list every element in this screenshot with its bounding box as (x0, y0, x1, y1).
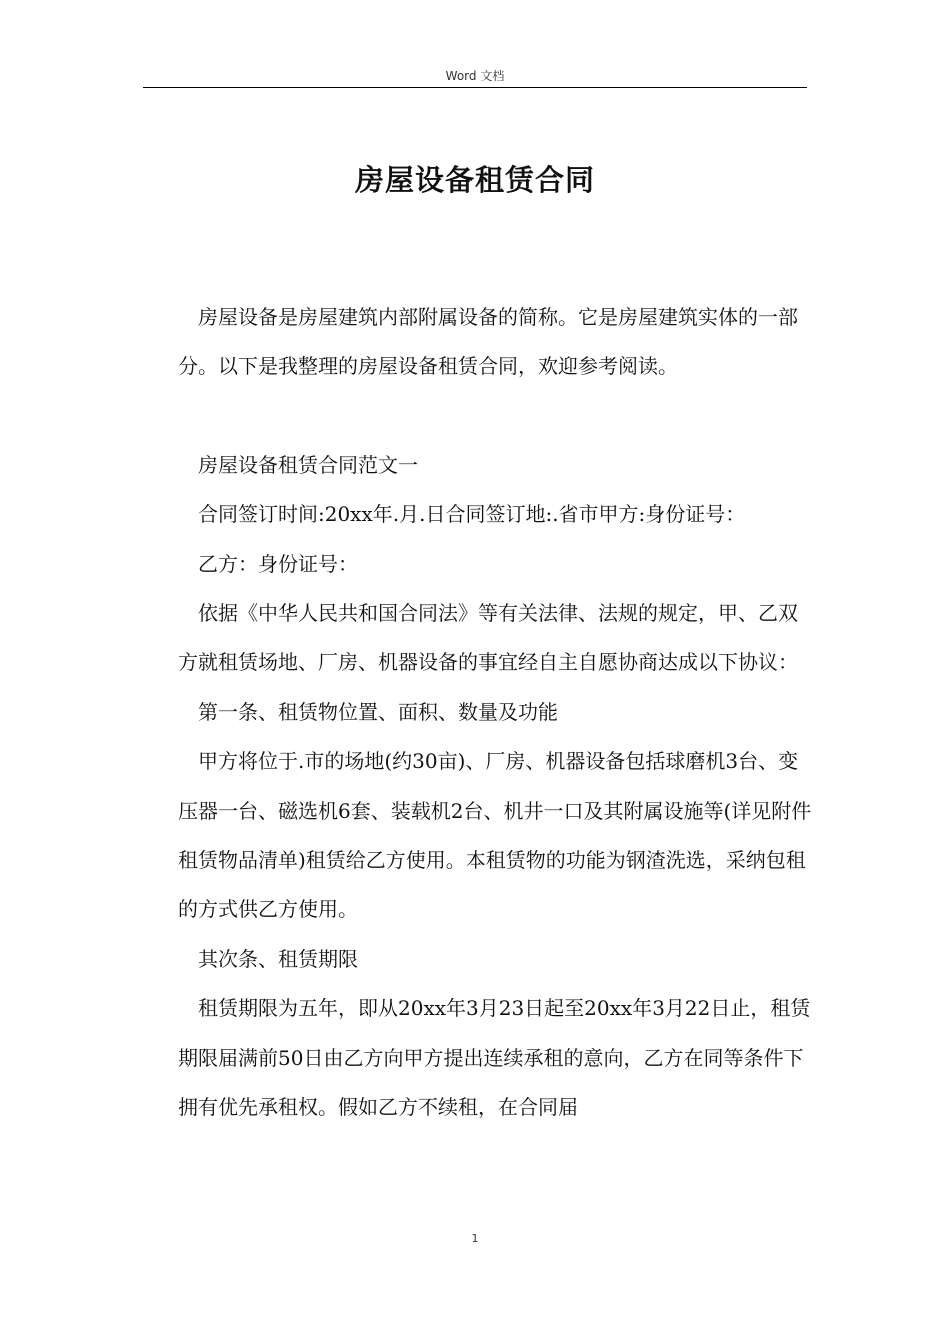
party-b-paragraph: 乙方：身份证号： (198, 551, 358, 576)
article-two-heading: 其次条、租赁期限 (198, 946, 358, 971)
document-body (178, 293, 812, 1133)
document-title: 房屋设备租赁合同 (354, 163, 595, 197)
header-divider (143, 87, 807, 88)
article-one-paragraph: 甲方将位于.市的场地(约30亩)、厂房、机器设备包括球磨机3台、变压器一台、磁选机6套、装载机2台、机井一口及其附属设施等(详见附件租赁物品清单)租赁给乙方使用。本租赁物的功能为钢渣洗选，采纳包租的方式供乙方使用。 (178, 749, 812, 922)
page-number: 1 (471, 1232, 479, 1245)
article-two-paragraph: 租赁期限为五年，即从20xx年3月23日起至20xx年3月22日止，租赁期限届满前50日由乙方向甲方提出连续承租的意向，乙方在同等条件下拥有优先承租权。假如乙方不续租，在合同届 (178, 996, 811, 1120)
sample-heading: 房屋设备租赁合同范文一 (198, 452, 418, 477)
legal-basis-paragraph: 依据《中华人民共和国合同法》等有关法律、法规的规定，甲、乙双方就租赁场地、厂房、机器设备的事宜经自主自愿协商达成以下协议： (178, 601, 798, 675)
article-one-heading: 第一条、租赁物位置、面积、数量及功能 (198, 699, 558, 724)
intro-paragraph: 房屋设备是房屋建筑内部附属设备的简称。它是房屋建筑实体的一部分。以下是我整理的房屋设备租赁合同，欢迎参考阅读。 (178, 305, 798, 379)
paragraph-spacer (178, 392, 812, 441)
signing-info-paragraph: 合同签订时间:20xx年.月.日合同签订地:.省市甲方:身份证号： (198, 502, 746, 527)
page-header-label: Word 文档 (445, 69, 505, 83)
